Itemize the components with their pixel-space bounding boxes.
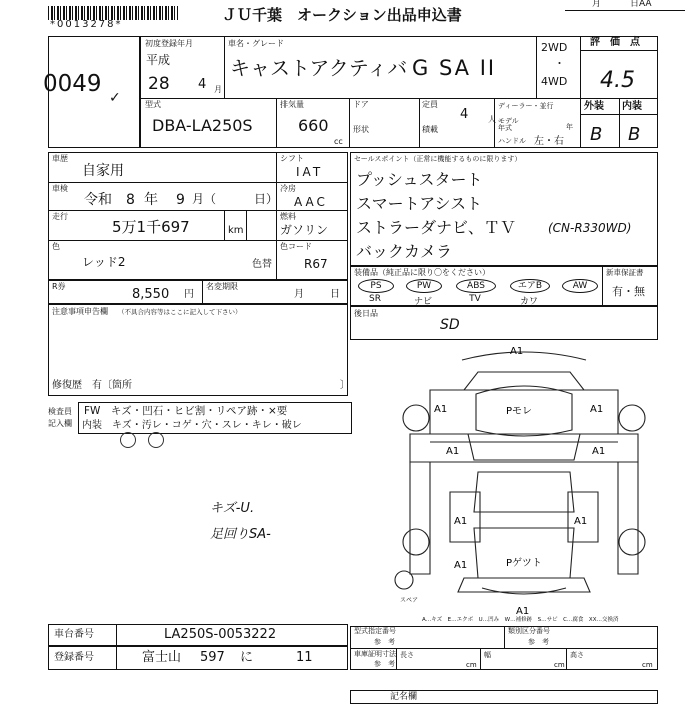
checker-label-2: 記入欄 bbox=[48, 419, 72, 428]
equip-abs: ABS bbox=[456, 279, 496, 293]
diagram-note-2: 足回りSA- bbox=[210, 527, 271, 542]
handle-value: 左・右 bbox=[534, 136, 564, 147]
serial-barcode bbox=[48, 6, 178, 20]
serial-number: *0013278* bbox=[50, 19, 123, 30]
checker-line-1: FW キズ・凹石・ヒビ割・リペア跡・×要 bbox=[84, 405, 288, 417]
equip-leather: カワ bbox=[519, 297, 538, 307]
color-label: 色 bbox=[52, 242, 60, 251]
exterior-value: B bbox=[590, 124, 603, 145]
new-car-value: 有・無 bbox=[612, 285, 645, 298]
diagram-mark-a1-8: A1 bbox=[516, 606, 530, 617]
checker-label-1: 検査員 bbox=[48, 407, 72, 416]
spec-length-cm: cm bbox=[466, 661, 477, 669]
notes-sub: （不具合内容等はここに記入して下さい） bbox=[118, 308, 242, 316]
name-change-day: 日 bbox=[330, 289, 340, 300]
model-grade: G SA II bbox=[412, 56, 497, 80]
rear-items-value: SD bbox=[440, 317, 460, 333]
shape-label: 形状 bbox=[353, 125, 369, 134]
interior-label: 内装 bbox=[622, 101, 642, 112]
handle-label: ハンドル bbox=[498, 137, 526, 145]
inspection-label: 車検 bbox=[52, 184, 68, 193]
diagram-mark-a1-top: A1 bbox=[510, 346, 524, 357]
interior-value: B bbox=[628, 124, 641, 145]
chassis-label: 車台番号 bbox=[54, 629, 94, 640]
form-title: ＪＵ千葉 オークション出品申込書 bbox=[222, 6, 462, 24]
first-reg-era: 平成 bbox=[146, 53, 171, 67]
equip-sr: SR bbox=[369, 294, 381, 304]
history-label: 車歴 bbox=[52, 154, 68, 163]
diagram-mark-a1-1: A1 bbox=[434, 404, 448, 415]
rear-items-box bbox=[350, 306, 658, 340]
shift-value: IAT bbox=[296, 165, 324, 179]
first-reg-label: 初度登録年月 bbox=[145, 39, 193, 48]
capacity-label: 定員 bbox=[422, 100, 438, 109]
spec-category: 類別区分番号 bbox=[508, 627, 550, 635]
date-day: 日AA bbox=[630, 0, 652, 9]
first-reg-month: 4 bbox=[198, 77, 207, 92]
inspection-month: 9 bbox=[176, 192, 185, 208]
drive-dot: ・ bbox=[554, 57, 565, 70]
spec-height: 高さ bbox=[570, 651, 584, 659]
inspection-year-unit: 年 bbox=[144, 192, 158, 208]
name-change-month: 月 bbox=[294, 289, 304, 300]
model-year-label: モデル年式 bbox=[498, 117, 519, 132]
fuel-value: ガソリン bbox=[280, 223, 329, 237]
plate-label: 登録番号 bbox=[54, 652, 94, 663]
dealer-label: ディーラー・並行 bbox=[498, 102, 554, 110]
drive-4wd: 4WD bbox=[541, 75, 568, 88]
mileage-label: 走行 bbox=[52, 212, 68, 221]
selling-point-4: バックカメラ bbox=[356, 242, 453, 261]
plate-kana: に bbox=[240, 650, 254, 665]
model-name: キャストアクティバ bbox=[230, 56, 408, 80]
footer-label: 記名欄 bbox=[390, 692, 418, 702]
recycle-label: R券 bbox=[52, 282, 66, 291]
checker-line-2: 内装 キズ・汚レ・コゲ・穴・スレ・キレ・破レ bbox=[82, 420, 302, 431]
equip-aw: AW bbox=[562, 279, 598, 293]
first-reg-month-unit: 月 bbox=[214, 85, 222, 94]
spec-height-cm: cm bbox=[642, 661, 653, 669]
spec-ref-3: 参 考 bbox=[374, 660, 395, 668]
equip-pw: PW bbox=[406, 279, 442, 293]
inspection-month-unit: 月（ bbox=[192, 192, 217, 206]
nav-model-note: (CN-R330WD) bbox=[548, 221, 632, 235]
date-month: 月 bbox=[592, 0, 602, 9]
model-label: 車名・グレード bbox=[228, 39, 284, 48]
load-label: 積載 bbox=[422, 125, 438, 134]
selling-point-1: プッシュスタート bbox=[356, 170, 483, 189]
equip-airbag: エアB bbox=[510, 279, 550, 293]
rear-items-label: 後日品 bbox=[354, 309, 378, 318]
spec-width-cm: cm bbox=[554, 661, 565, 669]
capacity-value: 4 bbox=[460, 107, 469, 122]
selling-point-3: ストラーダナビ、ＴＶ bbox=[356, 218, 516, 237]
diagram-mark-rear: Pゲツト bbox=[506, 558, 542, 569]
repair-label: 修復歴 有〔箇所 bbox=[52, 380, 132, 391]
model-year-unit: 年 bbox=[566, 123, 573, 131]
inspection-era: 令和 bbox=[84, 192, 112, 208]
grade-label: 評 価 点 bbox=[590, 37, 640, 48]
equip-tv: TV bbox=[469, 294, 481, 304]
equip-ps: PS bbox=[358, 279, 394, 293]
plate-class: 597 bbox=[200, 650, 225, 665]
name-change-label: 名変期限 bbox=[206, 282, 238, 291]
spec-length: 長さ bbox=[400, 651, 414, 659]
color-code-label: 色コード bbox=[280, 242, 312, 251]
diagram-mark-roof: Pモレ bbox=[506, 406, 533, 417]
chassis-value: LA250S-0053222 bbox=[164, 627, 277, 642]
type-value: DBA-LA250S bbox=[152, 116, 253, 135]
color-change-label: 色替 bbox=[252, 259, 272, 270]
lot-number-box bbox=[43, 36, 140, 148]
mileage-unit: km bbox=[228, 225, 244, 236]
inspection-day-unit: 日） bbox=[254, 192, 279, 206]
shift-label: シフト bbox=[280, 154, 304, 163]
lot-mark: ✓ bbox=[109, 90, 121, 106]
new-car-label: 新車保証書 bbox=[606, 268, 644, 277]
first-reg-year: 28 bbox=[148, 74, 170, 94]
recycle-value: 8,550 bbox=[132, 287, 170, 302]
doors-label: ドア bbox=[353, 100, 369, 109]
spare-label: スペア bbox=[400, 597, 419, 604]
history-value: 自家用 bbox=[82, 163, 124, 179]
spec-cert: 車庫証明寸法 bbox=[354, 650, 396, 658]
color-code-value: R67 bbox=[304, 257, 328, 271]
checker-mark-2 bbox=[148, 432, 164, 448]
diagram-mark-a1-3: A1 bbox=[446, 446, 460, 457]
capacity-unit: 人 bbox=[488, 115, 496, 124]
fuel-label: 燃料 bbox=[280, 212, 296, 221]
displacement-value: 660 bbox=[298, 116, 329, 135]
selling-point-2: スマートアシスト bbox=[356, 194, 483, 213]
car-damage-diagram bbox=[390, 342, 658, 617]
recycle-unit: 円 bbox=[184, 289, 194, 300]
notes-label: 注意事項申告欄 bbox=[52, 307, 108, 316]
plate-number: 11 bbox=[296, 650, 313, 665]
grade-value: 4.5 bbox=[600, 68, 635, 93]
type-label: 型式 bbox=[145, 100, 161, 109]
diagram-note-1: キズ-U. bbox=[210, 501, 255, 516]
spec-width: 幅 bbox=[484, 651, 491, 659]
aircon-value: AAC bbox=[294, 195, 328, 209]
displacement-unit: cc bbox=[334, 137, 343, 146]
mileage-value: 5万1千697 bbox=[112, 218, 190, 236]
spec-designation: 型式指定番号 bbox=[354, 627, 396, 635]
diagram-mark-a1-6: A1 bbox=[574, 516, 588, 527]
diagram-mark-a1-4: A1 bbox=[592, 446, 606, 457]
damage-legend: A…キズ E…エクボ U…凹み W…補修跡 S…サビ C…腐食 XX…交換済 bbox=[422, 617, 619, 623]
lot-number: 0049 bbox=[43, 71, 102, 97]
plate-region: 富士山 bbox=[142, 650, 182, 665]
checker-mark-1 bbox=[120, 432, 136, 448]
diagram-mark-a1-5: A1 bbox=[454, 516, 468, 527]
exterior-label: 外装 bbox=[584, 101, 604, 112]
aircon-label: 冷房 bbox=[280, 184, 296, 193]
repair-close: 〕 bbox=[340, 380, 350, 391]
diagram-mark-a1-2: A1 bbox=[590, 404, 604, 415]
equip-navi: ナビ bbox=[413, 297, 432, 307]
displacement-label: 排気量 bbox=[280, 100, 304, 109]
color-value: レッド2 bbox=[82, 255, 126, 269]
inspection-year: 8 bbox=[126, 192, 135, 208]
spec-ref-1: 参 考 bbox=[374, 638, 395, 646]
drive-2wd: 2WD bbox=[541, 41, 568, 54]
selling-points-label: セールスポイント（正常に機能するものに限ります） bbox=[354, 155, 522, 163]
spec-ref-2: 参 考 bbox=[528, 638, 549, 646]
diagram-mark-a1-7: A1 bbox=[454, 560, 468, 571]
equipment-label: 装備品（純正品に限り〇をください） bbox=[354, 268, 490, 277]
